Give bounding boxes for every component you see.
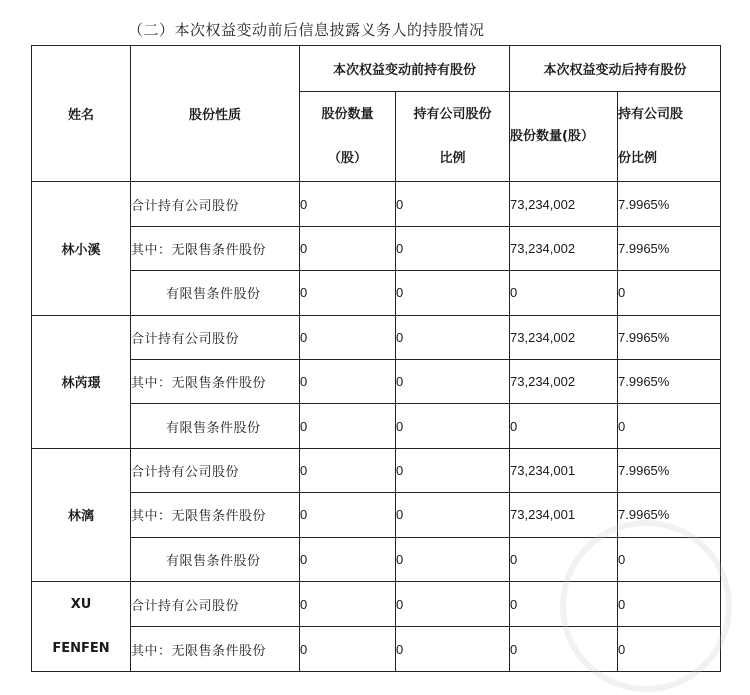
header-before: 本次权益变动前持有股份 [300,46,510,92]
before-qty-cell: 0 [300,226,396,270]
after-qty-cell: 0 [510,271,618,315]
table-row [32,627,721,672]
table-caption: （二）本次权益变动前后信息披露义务人的持股情况 [128,21,485,39]
table-row [32,404,721,448]
share-type-cell: 合计持有公司股份 [131,448,300,492]
header-share-type: 股份性质 [131,46,300,182]
table-row [32,582,721,627]
header-after-ratio-line1: 持有公司股 [618,106,684,122]
after-qty-cell: 73,234,002 [510,226,618,270]
table-row [32,182,721,226]
before-qty-cell: 0 [300,315,396,359]
before-ratio-cell: 0 [396,627,510,672]
before-ratio-cell: 0 [396,537,510,581]
share-type-cell: 有限售条件股份 [131,404,300,448]
share-type-cell: 其中：无限售条件股份 [131,359,300,403]
after-ratio-cell: 0 [618,582,721,627]
share-type-cell: 有限售条件股份 [131,271,300,315]
header-before-qty-line2: （股） [327,150,367,166]
after-ratio-cell: 7.9965% [618,226,721,270]
before-qty-cell: 0 [300,537,396,581]
share-type-cell: 合计持有公司股份 [131,582,300,627]
before-ratio-cell: 0 [396,448,510,492]
header-after-ratio [618,92,721,182]
after-ratio-cell: 0 [618,271,721,315]
after-ratio-cell: 7.9965% [618,448,721,492]
header-name: 姓名 [32,46,131,182]
before-qty-cell: 0 [300,582,396,627]
after-ratio-cell: 7.9965% [618,315,721,359]
table-row [32,271,721,315]
table-row [32,493,721,537]
after-qty-cell: 0 [510,627,618,672]
header-after-qty: 股份数量(股） [510,92,618,182]
share-type-cell: 其中：无限售条件股份 [131,493,300,537]
before-ratio-cell: 0 [396,493,510,537]
holder-name [32,582,131,672]
holder-name: 林漓 [32,448,131,581]
table-row [32,226,721,270]
table-row [32,537,721,581]
share-type-cell: 合计持有公司股份 [131,182,300,226]
shareholding-table [31,45,721,672]
header-row-1 [32,46,721,92]
share-type-cell: 合计持有公司股份 [131,315,300,359]
after-qty-cell: 73,234,002 [510,182,618,226]
before-ratio-cell: 0 [396,226,510,270]
before-qty-cell: 0 [300,271,396,315]
before-ratio-cell: 0 [396,404,510,448]
share-type-cell: 其中：无限售条件股份 [131,627,300,672]
header-before-qty [300,92,396,182]
after-ratio-cell: 7.9965% [618,359,721,403]
holder-name: 林小溪 [32,182,131,315]
after-ratio-cell: 0 [618,404,721,448]
before-ratio-cell: 0 [396,315,510,359]
before-qty-cell: 0 [300,404,396,448]
table-row [32,315,721,359]
after-qty-cell: 73,234,001 [510,448,618,492]
header-before-qty-line1: 股份数量 [321,106,374,122]
after-qty-cell: 0 [510,404,618,448]
table-row [32,448,721,492]
before-qty-cell: 0 [300,448,396,492]
holder-name-line1: XU [70,596,92,612]
holder-name-line2: FENFEN [52,640,110,656]
after-ratio-cell: 0 [618,537,721,581]
after-ratio-cell: 7.9965% [618,493,721,537]
header-before-ratio-line1: 持有公司股份 [413,106,492,122]
after-qty-cell: 0 [510,582,618,627]
before-ratio-cell: 0 [396,271,510,315]
before-qty-cell: 0 [300,627,396,672]
share-type-cell: 有限售条件股份 [131,537,300,581]
after-qty-cell: 0 [510,537,618,581]
header-after-ratio-line2: 份比例 [618,150,658,166]
after-ratio-cell: 7.9965% [618,182,721,226]
before-qty-cell: 0 [300,493,396,537]
after-qty-cell: 73,234,001 [510,493,618,537]
after-ratio-cell: 0 [618,627,721,672]
before-ratio-cell: 0 [396,182,510,226]
header-before-ratio-line2: 比例 [439,150,466,166]
table-row [32,359,721,403]
after-qty-cell: 73,234,002 [510,315,618,359]
before-ratio-cell: 0 [396,359,510,403]
before-ratio-cell: 0 [396,582,510,627]
share-type-cell: 其中：无限售条件股份 [131,226,300,270]
before-qty-cell: 0 [300,359,396,403]
holder-name: 林芮璟 [32,315,131,448]
before-qty-cell: 0 [300,182,396,226]
header-before-ratio [396,92,510,182]
header-after: 本次权益变动后持有股份 [510,46,721,92]
after-qty-cell: 73,234,002 [510,359,618,403]
